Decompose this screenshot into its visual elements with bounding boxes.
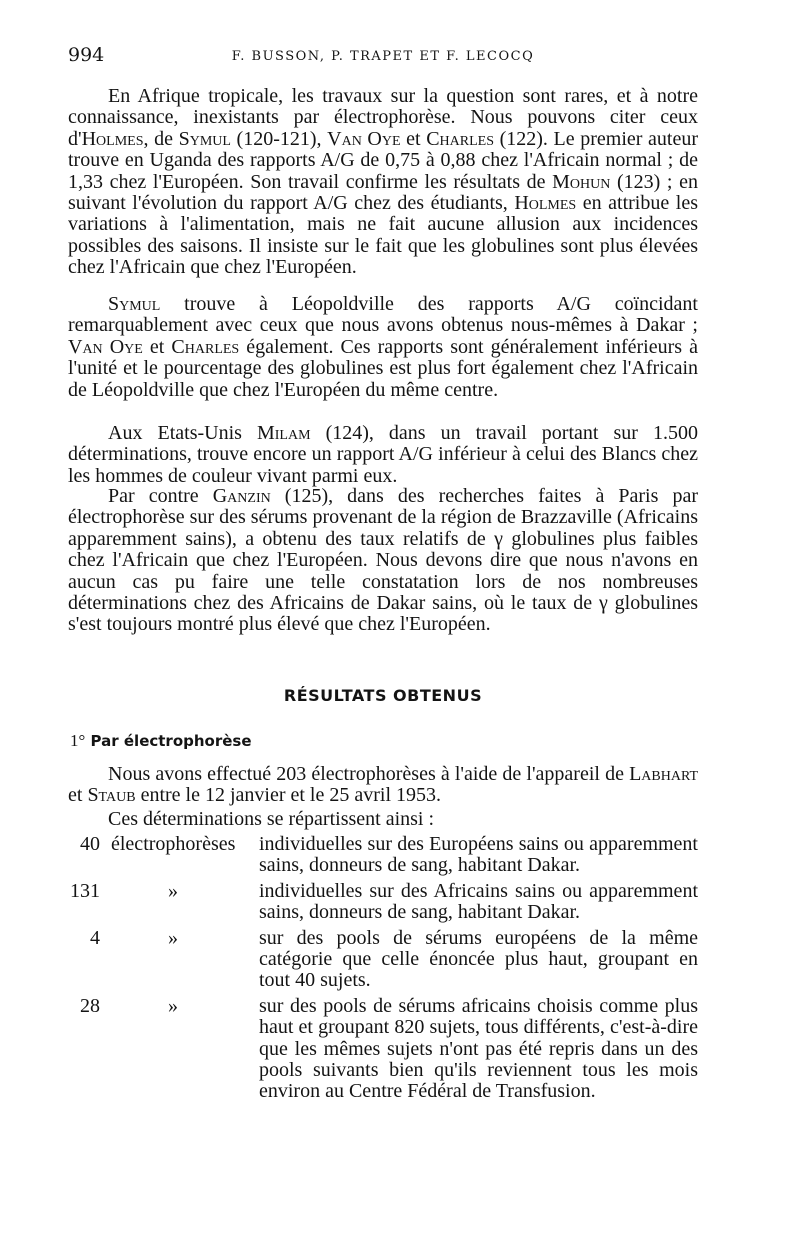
text-run: entre le 12 janvier et le 25 avril 1953. [135,784,442,807]
list-item [68,881,698,924]
author-name: Holmes [81,127,144,150]
text-run: Nous avons effectué 203 électrophorèses à l'aide de l'appareil de [108,763,630,785]
text-run: (120-121), [230,127,328,150]
subsection-number: 1° [70,731,86,750]
text-run: et [68,784,88,807]
text-run: En Afrique tropicale, les travaux sur la question sont rares, et à notre connaissance, inexistants par électrophorèse. Nous pouvons citer ceux d' [68,85,698,150]
count: 40 [80,833,100,855]
text-run: , de [143,127,179,150]
text-run: (122). Le premier auteur trouve en Uganda des rapports A/G de 0,75 à 0,88 chez l'Africain normal ; de 1,33 chez l'Européen. Son travail confirme les résultats de [68,127,698,193]
paragraph-milam [68,423,698,487]
item-description: sur des pools de sérums africains choisis comme plus haut et groupant 820 sujets, tous différents, c'est-à-dire que les mêmes sujets n'ont pas été repris dans un des pools suivants bien qu'ils reviennent tous les mois environ au Centre Fédéral de Transfusion. [259,994,698,1103]
author-name: Staub [87,784,136,807]
author-name: Labhart [629,763,698,785]
count: 4 [90,926,100,949]
author-name: Van Oye [68,335,143,358]
paragraph-intro [68,764,698,807]
item-lead: électrophorèses [111,833,236,855]
subsection-heading [70,731,252,751]
author-name: Symul [108,293,161,315]
text-run: et [142,335,172,358]
count: 28 [80,994,100,1017]
text-run: (125), dans des recherches faites à Paris par électrophorèse sur des sérums provenant de la région de Brazzaville (Africains apparemment sains), a obtenu des taux relatifs de γ globulines plus faibles chez l'Africain que chez l'Européen. Nous devons dire que nous n'avons en aucun cas pu faire une telle constatation lors de nos nombreuses déterminations chez des Africains de Dakar sains, où le taux de γ globulines s'est toujours montré plus élevé que chez l'Européen. [68,485,698,636]
text-run: (124), dans un travail portant sur 1.500 déterminations, trouve encore un rapport A/G inférieur à celui des Blancs chez les hommes de couleur vivant parmi eux. [68,422,698,487]
section-heading: RÉSULTATS OBTENUS [283,686,483,705]
item-description: sur des pools de sérums européens de la même catégorie que celle énoncée plus haut, groupant en tout 40 sujets. [259,926,698,992]
paragraph-distribution-intro: Ces déterminations se répartissent ainsi : [108,808,435,830]
distribution-list [68,834,698,1107]
text-run: également. Ces rapports sont généralement inférieurs à l'unité et le pourcentage des globulines est plus fort également chez l'Africain de Léopoldville que chez l'Européen du même centre. [68,335,698,401]
text-run: Par contre [108,485,213,507]
paragraph-symul [68,294,698,401]
ditto-mark: » [168,926,178,949]
author-name: Charles [171,335,240,358]
item-description: individuelles sur des Européens sains ou apparemment sains, donneurs de sang, habitant Dakar. [259,833,698,877]
list-item [68,996,698,1103]
paragraph-ganzin [68,486,698,636]
running-head: F. BUSSON, P. TRAPET ET F. LECOCQ [231,49,535,64]
text-run: trouve à Léopoldville des rapports A/G coïncidant remarquablement avec ceux que nous avons obtenus nous-mêmes à Dakar ; [68,293,698,337]
author-name: Holmes [514,192,577,215]
author-name: Ganzin [212,485,271,507]
ditto-mark: » [168,879,178,902]
author-name: Charles [426,127,494,150]
paragraph-africa-tropicale [68,86,698,279]
author-name: Mohun [552,170,611,193]
ditto-mark: » [168,994,178,1017]
page-header [68,44,698,70]
author-name: Milam [256,422,311,444]
page-number: 994 [68,44,105,66]
list-item [68,928,698,992]
author-name: Symul [178,127,231,150]
text-run: Aux Etats-Unis [108,422,257,444]
author-name: Van Oye [327,127,401,150]
text-run: (123) ; en suivant l'évolution du rapport A/G chez des étudiants, [68,170,698,215]
item-description: individuelles sur des Africains sains ou apparemment sains, donneurs de sang, habitant Dakar. [259,879,698,924]
list-item [68,834,698,877]
text-run: et [400,127,427,150]
text-run: en attribue les variations à l'alimentation, mais ne fait aucune allusion aux incidences possibles des saisons. Il insiste sur le fait que les globulines sont plus élevées chez l'Africain que chez l'Européen. [68,192,698,279]
count: 131 [70,879,100,902]
subsection-title: Par électrophorèse [90,732,252,750]
